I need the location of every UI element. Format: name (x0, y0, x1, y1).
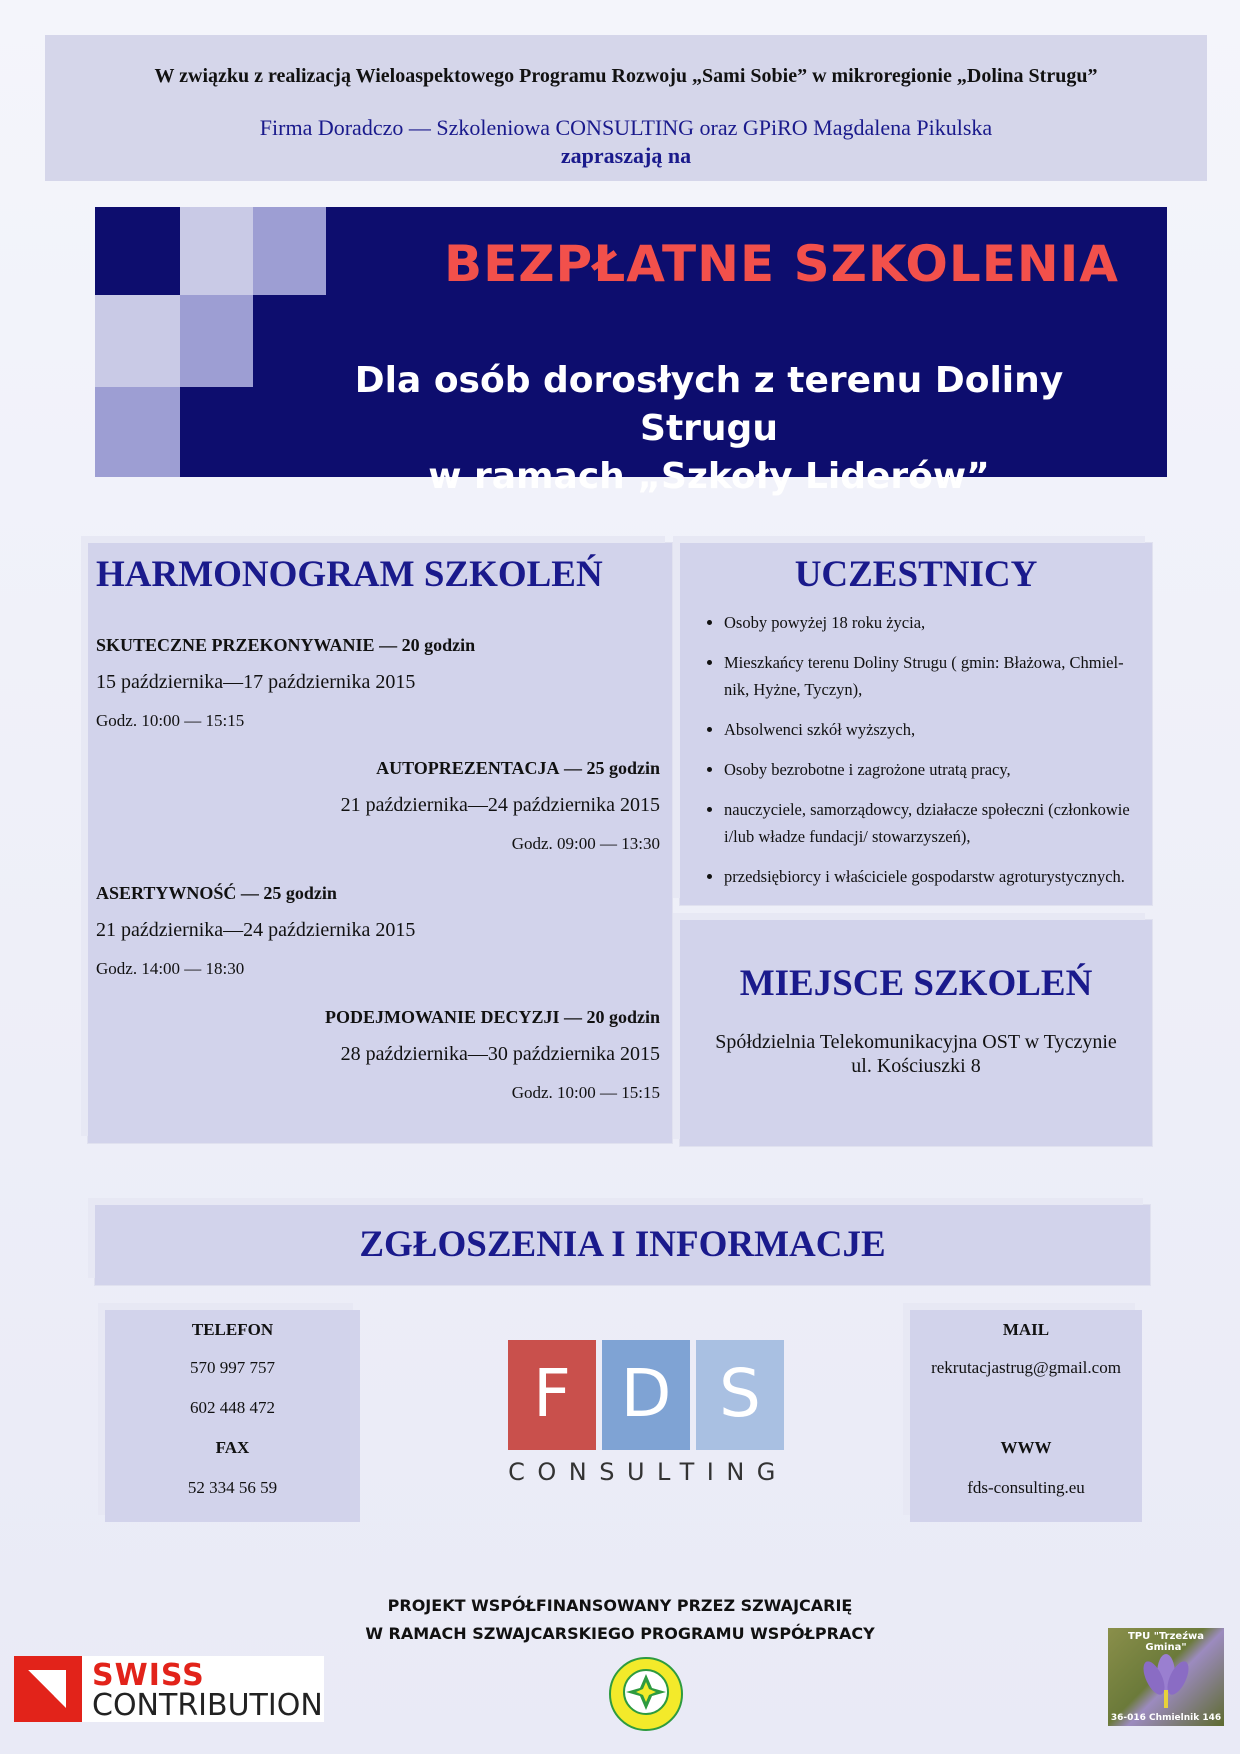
mail-label: MAIL (1002, 1320, 1050, 1339)
phone-box (105, 1310, 360, 1522)
www-label: WWW (1000, 1438, 1052, 1457)
list-item: • Mieszkańcy terenu Doliny Strugu ( gmin: Błażowa, Chmiel-nik, Hyżne, Tyczyn), (724, 649, 1146, 703)
list-item: • Osoby bezrobotne i zagrożone utratą pracy, (724, 756, 1146, 783)
emblem-graphic (608, 1656, 684, 1732)
fds-tile: S (696, 1340, 784, 1450)
tpu-logo-title: TPU "Trzeźwa Gmina" (1127, 1631, 1205, 1653)
list-item: • Absolwenci szkół wyższych, (724, 716, 1146, 743)
fds-tile: F (508, 1340, 596, 1450)
course-time: Godz. 14:00 — 18:30 (96, 959, 245, 978)
cofinancing-note (0, 1592, 1240, 1648)
venue-title: MIEJSCE SZKOLEŃ (739, 963, 1093, 1004)
course-item (341, 758, 660, 854)
tpu-logo-address: 36-016 Chmielnik 146 (1110, 1713, 1222, 1723)
banner-subtitle (299, 357, 1119, 501)
banner-square (95, 295, 180, 387)
course-name: PODEJMOWANIE DECYZJI (324, 1007, 560, 1027)
participants-panel (680, 543, 1152, 905)
course-dates: 28 października—30 października 2015 (340, 1043, 660, 1065)
course-dates: 15 października—17 października 2015 (96, 671, 416, 693)
title-banner (95, 207, 1167, 497)
course-dates: 21 października—24 października 2015 (340, 794, 660, 816)
www-link[interactable]: fds-consulting.eu (967, 1478, 1085, 1497)
header-organizers: Firma Doradczo — Szkoleniowa CONSULTING oraz GPiRO Magdalena Pikulska (259, 115, 993, 140)
swiss-contribution-logo (14, 1656, 324, 1722)
course-hours: — 20 godzin (379, 635, 476, 655)
swiss-flag-icon (14, 1656, 82, 1722)
course-name: SKUTECZNE PRZEKONYWANIE (96, 635, 375, 655)
banner-title: BEZPŁATNE SZKOLENIA (443, 235, 1119, 293)
fds-tile: D (602, 1340, 690, 1450)
course-hours: — 25 godzin (240, 883, 337, 903)
banner-square (95, 207, 180, 295)
registration-banner (95, 1205, 1150, 1285)
phone-number[interactable]: 602 448 472 (190, 1398, 275, 1417)
banner-subtitle-line2: w ramach „Szkoły Liderów” (428, 456, 990, 497)
course-name: AUTOPREZENTACJA (376, 758, 560, 778)
fax-number[interactable]: 52 334 56 59 (187, 1478, 278, 1497)
banner-square (95, 387, 180, 477)
fax-label: FAX (215, 1438, 250, 1457)
phone-label: TELEFON (191, 1320, 274, 1339)
course-time: Godz. 10:00 — 15:15 (96, 711, 245, 730)
course-hours: — 20 godzin (563, 1007, 660, 1027)
fds-consulting-logo (508, 1340, 788, 1490)
course-name: ASERTYWNOŚĆ (96, 883, 237, 903)
list-item: • przedsiębiorcy i właściciele gospodarstw agroturystycznych. (724, 863, 1146, 890)
participants-title: UCZESTNICY (794, 554, 1038, 595)
venue-address-line1: Spółdzielnia Telekomunikacyjna OST w Tyczynie (715, 1031, 1117, 1053)
course-time: Godz. 09:00 — 13:30 (511, 834, 660, 853)
banner-square (180, 207, 253, 295)
contribution-logo-word: CONTRIBUTION (92, 1688, 323, 1723)
header-intro: W związku z realizacją Wieloaspektowego Programu Rozwoju „Sami Sobie” w mikroregionie „Dolina Strugu” (154, 65, 1098, 87)
course-dates: 21 października—24 października 2015 (96, 919, 416, 941)
list-item: • Osoby powyżej 18 roku życia, (724, 609, 1146, 636)
course-time: Godz. 10:00 — 15:15 (511, 1083, 660, 1102)
header-box (45, 35, 1207, 181)
list-item: • nauczyciele, samorządowcy, działacze społeczni (członkowie i/lub władze fundacji/ stowarzyszeń), (724, 796, 1146, 850)
venue-address (680, 1030, 1152, 1078)
participants-list (702, 609, 1146, 903)
venue-panel (680, 920, 1152, 1146)
cofinancing-line2: W RAMACH SZWAJCARSKIEGO PROGRAMU WSPÓŁPRACY (365, 1624, 875, 1643)
fds-word: CONSULTING (508, 1458, 788, 1486)
mail-address-link[interactable]: rekrutacjastrug@gmail.com (931, 1358, 1121, 1377)
mail-box (910, 1310, 1142, 1522)
cofinancing-line1: PROJEKT WSPÓŁFINANSOWANY PRZEZ SZWAJCARIĘ (387, 1596, 853, 1615)
swiss-logo-word: SWISS (92, 1658, 205, 1693)
header-invite: zapraszają na (560, 143, 692, 168)
course-item (96, 883, 415, 979)
course-item (96, 635, 475, 731)
banner-square (180, 295, 253, 387)
tpu-trzezwa-gmina-logo (1108, 1628, 1224, 1726)
course-item (325, 1007, 660, 1103)
banner-subtitle-line1: Dla osób dorosłych z terenu Doliny Strugu (354, 360, 1064, 449)
dolina-strugu-emblem-icon (608, 1656, 684, 1732)
crocus-flower-icon (1136, 1648, 1196, 1708)
schedule-panel (88, 543, 672, 1143)
venue-address-line2: ul. Kościuszki 8 (851, 1055, 981, 1077)
course-hours: — 25 godzin (563, 758, 660, 778)
registration-title: ZGŁOSZENIA I INFORMACJE (359, 1224, 886, 1265)
swiss-flag-graphic (14, 1656, 82, 1722)
banner-square (253, 207, 326, 295)
schedule-title: HARMONOGRAM SZKOLEŃ (96, 554, 603, 595)
phone-number[interactable]: 570 997 757 (190, 1358, 275, 1377)
